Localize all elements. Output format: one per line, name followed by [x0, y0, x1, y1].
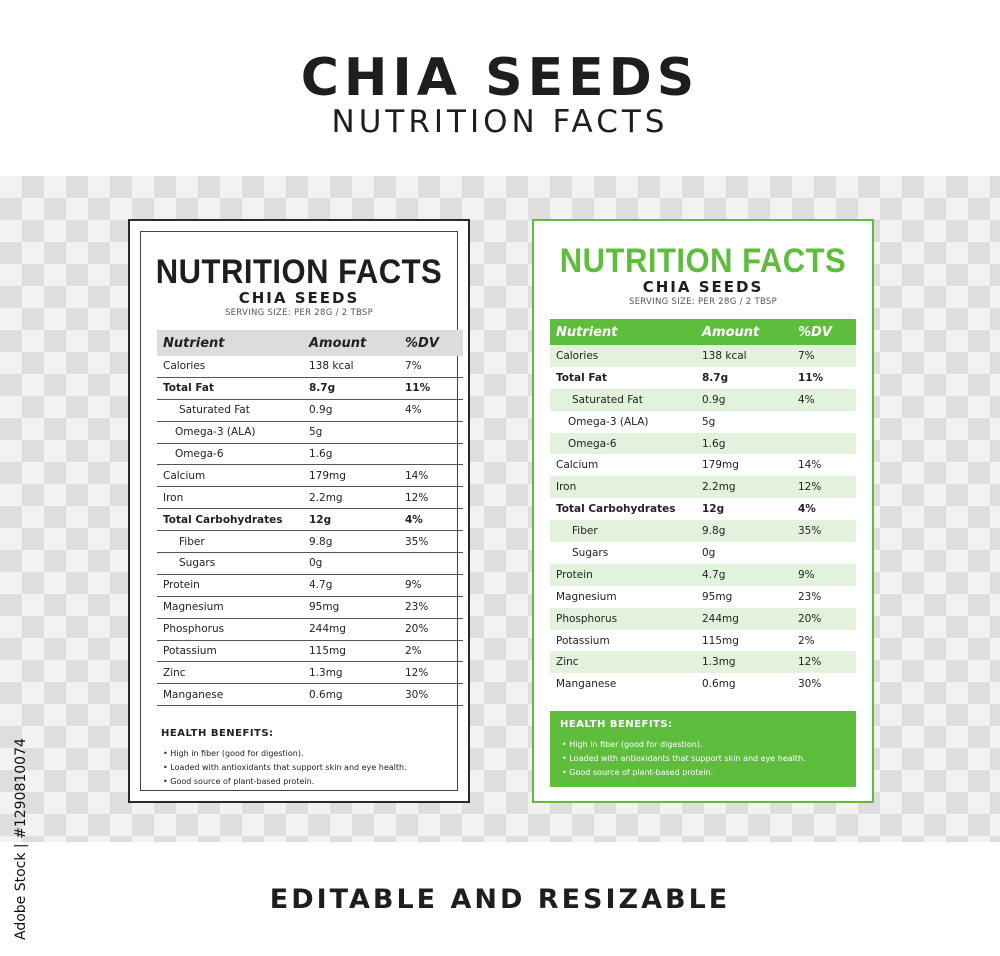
table-row — [550, 651, 856, 673]
nutrition-label-monochrome — [128, 219, 470, 803]
health-benefits-list — [161, 747, 459, 789]
cell-dv: 14% — [798, 459, 822, 472]
cell-dv: 7% — [405, 360, 422, 373]
cell-dv: 30% — [405, 688, 429, 701]
cell-amount: 0.6mg — [309, 688, 343, 701]
cell-amount: 4.7g — [309, 579, 333, 592]
cell-dv: 11% — [798, 371, 824, 384]
cell-dv: 20% — [798, 612, 822, 625]
table-row — [550, 411, 856, 433]
cell-amount: 2.2mg — [702, 481, 736, 494]
table-row — [550, 476, 856, 498]
stock-watermark-id: Adobe Stock | #1290810074 — [13, 738, 29, 940]
table-row — [157, 662, 463, 684]
table-row — [550, 564, 856, 586]
table-row — [157, 400, 463, 422]
cell-dv: 20% — [405, 623, 429, 636]
table-row — [550, 433, 856, 455]
cell-nutrient: Sugars — [179, 557, 216, 570]
cell-dv: 4% — [798, 503, 816, 516]
cell-amount: 1.6g — [702, 437, 726, 450]
cell-dv: 35% — [798, 525, 822, 538]
table-row — [157, 619, 463, 641]
cell-nutrient: Magnesium — [163, 601, 224, 614]
cell-amount: 0.9g — [702, 393, 726, 406]
cell-amount: 12g — [702, 503, 725, 516]
cell-nutrient: Magnesium — [556, 590, 617, 603]
cell-dv: 9% — [405, 579, 422, 592]
benefit-item: • Good source of plant-based protein. — [560, 766, 846, 780]
cell-amount: 115mg — [702, 634, 739, 647]
cell-nutrient: Total Carbohydrates — [163, 513, 283, 526]
table-row — [550, 389, 856, 411]
cell-nutrient: Saturated Fat — [572, 393, 643, 406]
page-subtitle: NUTRITION FACTS — [331, 104, 669, 140]
cell-amount: 5g — [702, 415, 716, 428]
cell-nutrient: Zinc — [163, 666, 186, 679]
column-header-amount: Amount — [309, 335, 367, 351]
table-row — [157, 422, 463, 444]
cell-amount: 0g — [702, 546, 716, 559]
table-row — [157, 509, 463, 531]
label-title: NUTRITION FACTS — [155, 251, 443, 292]
cell-dv: 30% — [798, 678, 822, 691]
cell-nutrient: Potassium — [556, 634, 610, 647]
table-row — [550, 542, 856, 564]
table-row — [157, 444, 463, 466]
cell-nutrient: Iron — [556, 481, 577, 494]
cell-amount: 95mg — [702, 590, 733, 603]
cell-amount: 1.3mg — [702, 656, 736, 669]
cell-nutrient: Omega-6 — [175, 448, 224, 460]
cell-nutrient: Protein — [163, 579, 200, 592]
cell-amount: 0g — [309, 557, 323, 570]
cell-dv: 12% — [405, 491, 429, 504]
cell-dv: 23% — [405, 601, 429, 614]
column-header-dv: %DV — [798, 324, 832, 340]
cell-nutrient: Phosphorus — [163, 623, 225, 636]
label-serving-size: SERVING SIZE: PER 28G / 2 TBSP — [628, 297, 778, 307]
cell-dv: 9% — [798, 568, 815, 581]
cell-nutrient: Total Carbohydrates — [556, 503, 676, 516]
cell-dv: 12% — [798, 481, 822, 494]
cell-nutrient: Calories — [556, 349, 599, 362]
nutrition-table — [550, 319, 856, 695]
cell-amount: 179mg — [309, 469, 346, 482]
benefit-item: • High in fiber (good for digestion). — [560, 738, 846, 752]
cell-nutrient: Potassium — [163, 645, 217, 658]
cell-amount: 95mg — [309, 601, 340, 614]
table-row — [157, 378, 463, 400]
cell-dv: 2% — [405, 645, 422, 658]
cell-nutrient: Manganese — [163, 688, 224, 701]
table-row — [550, 454, 856, 476]
cell-amount: 1.6g — [309, 448, 333, 460]
table-header — [550, 319, 856, 345]
column-header-dv: %DV — [405, 335, 439, 351]
label-product-name: CHIA SEEDS — [238, 289, 360, 307]
table-row — [550, 630, 856, 652]
health-benefits-list — [560, 738, 846, 780]
benefit-item: • Loaded with antioxidants that support skin and eye health. — [161, 761, 459, 775]
nutrition-rows-green — [550, 345, 856, 695]
table-row — [550, 586, 856, 608]
cell-dv: 12% — [405, 666, 429, 679]
footer-caption: EDITABLE AND RESIZABLE — [269, 884, 731, 915]
column-header-nutrient: Nutrient — [163, 335, 225, 351]
cell-nutrient: Calcium — [556, 459, 599, 472]
cell-amount: 8.7g — [702, 371, 729, 384]
table-row — [157, 641, 463, 663]
health-benefits — [157, 722, 463, 795]
table-row — [550, 367, 856, 389]
cell-nutrient: Omega-6 — [568, 437, 617, 450]
table-row — [157, 553, 463, 575]
cell-amount: 1.3mg — [309, 666, 343, 679]
table-row — [550, 498, 856, 520]
table-row — [550, 608, 856, 630]
cell-amount: 138 kcal — [702, 349, 747, 362]
cell-dv: 4% — [798, 393, 815, 406]
cell-amount: 4.7g — [702, 568, 726, 581]
cell-amount: 9.8g — [702, 525, 726, 538]
cell-amount: 0.9g — [309, 404, 333, 417]
cell-dv: 4% — [405, 404, 422, 417]
cell-amount: 115mg — [309, 645, 346, 658]
cell-dv: 35% — [405, 535, 429, 548]
cell-amount: 138 kcal — [309, 360, 354, 373]
cell-nutrient: Iron — [163, 491, 184, 504]
cell-dv: 7% — [798, 349, 815, 362]
cell-dv: 11% — [405, 382, 431, 395]
cell-nutrient: Sugars — [572, 546, 609, 559]
nutrition-label-green — [532, 219, 874, 803]
cell-amount: 0.6mg — [702, 678, 736, 691]
column-header-nutrient: Nutrient — [556, 324, 618, 340]
table-row — [157, 597, 463, 619]
cell-nutrient: Manganese — [556, 678, 617, 691]
cell-dv: 12% — [798, 656, 822, 669]
cell-amount: 179mg — [702, 459, 739, 472]
page-title: CHIA SEEDS — [300, 48, 700, 108]
cell-dv: 23% — [798, 590, 822, 603]
cell-nutrient: Omega-3 (ALA) — [175, 426, 256, 439]
cell-amount: 9.8g — [309, 535, 333, 548]
cell-amount: 244mg — [309, 623, 346, 636]
cell-nutrient: Total Fat — [556, 371, 608, 384]
cell-nutrient: Protein — [556, 568, 593, 581]
table-row — [157, 356, 463, 378]
cell-amount: 8.7g — [309, 382, 336, 395]
benefit-item: • Loaded with antioxidants that support skin and eye health. — [560, 752, 846, 766]
label-product-name: CHIA SEEDS — [642, 278, 764, 296]
table-row — [157, 531, 463, 553]
cell-amount: 2.2mg — [309, 491, 343, 504]
cell-nutrient: Saturated Fat — [179, 404, 250, 417]
health-benefits-title: HEALTH BENEFITS: — [161, 728, 274, 739]
cell-amount: 12g — [309, 513, 332, 526]
cell-nutrient: Omega-3 (ALA) — [568, 415, 649, 428]
health-benefits-title: HEALTH BENEFITS: — [560, 719, 673, 730]
table-row — [157, 575, 463, 597]
table-header — [157, 330, 463, 356]
cell-nutrient: Phosphorus — [556, 612, 618, 625]
cell-nutrient: Total Fat — [163, 382, 215, 395]
cell-amount: 5g — [309, 426, 323, 439]
health-benefits — [550, 711, 856, 787]
nutrition-table — [157, 330, 463, 706]
table-row — [157, 684, 463, 706]
cell-nutrient: Calcium — [163, 469, 206, 482]
cell-dv: 14% — [405, 469, 429, 482]
benefit-item: • High in fiber (good for digestion). — [161, 747, 459, 761]
cell-amount: 244mg — [702, 612, 739, 625]
table-row — [550, 345, 856, 367]
cell-nutrient: Fiber — [179, 535, 205, 548]
cell-nutrient: Zinc — [556, 656, 579, 669]
table-row — [550, 520, 856, 542]
cell-nutrient: Fiber — [572, 525, 598, 538]
table-row — [157, 465, 463, 487]
table-row — [550, 673, 856, 695]
cell-dv: 2% — [798, 634, 815, 647]
label-serving-size: SERVING SIZE: PER 28G / 2 TBSP — [224, 308, 374, 318]
nutrition-rows-monochrome — [157, 356, 463, 706]
column-header-amount: Amount — [702, 324, 760, 340]
benefit-item: • Good source of plant-based protein. — [161, 775, 459, 789]
table-row — [157, 487, 463, 509]
label-title: NUTRITION FACTS — [559, 240, 847, 281]
cell-dv: 4% — [405, 513, 423, 526]
cell-nutrient: Calories — [163, 360, 206, 373]
label-inner-border — [140, 231, 458, 791]
